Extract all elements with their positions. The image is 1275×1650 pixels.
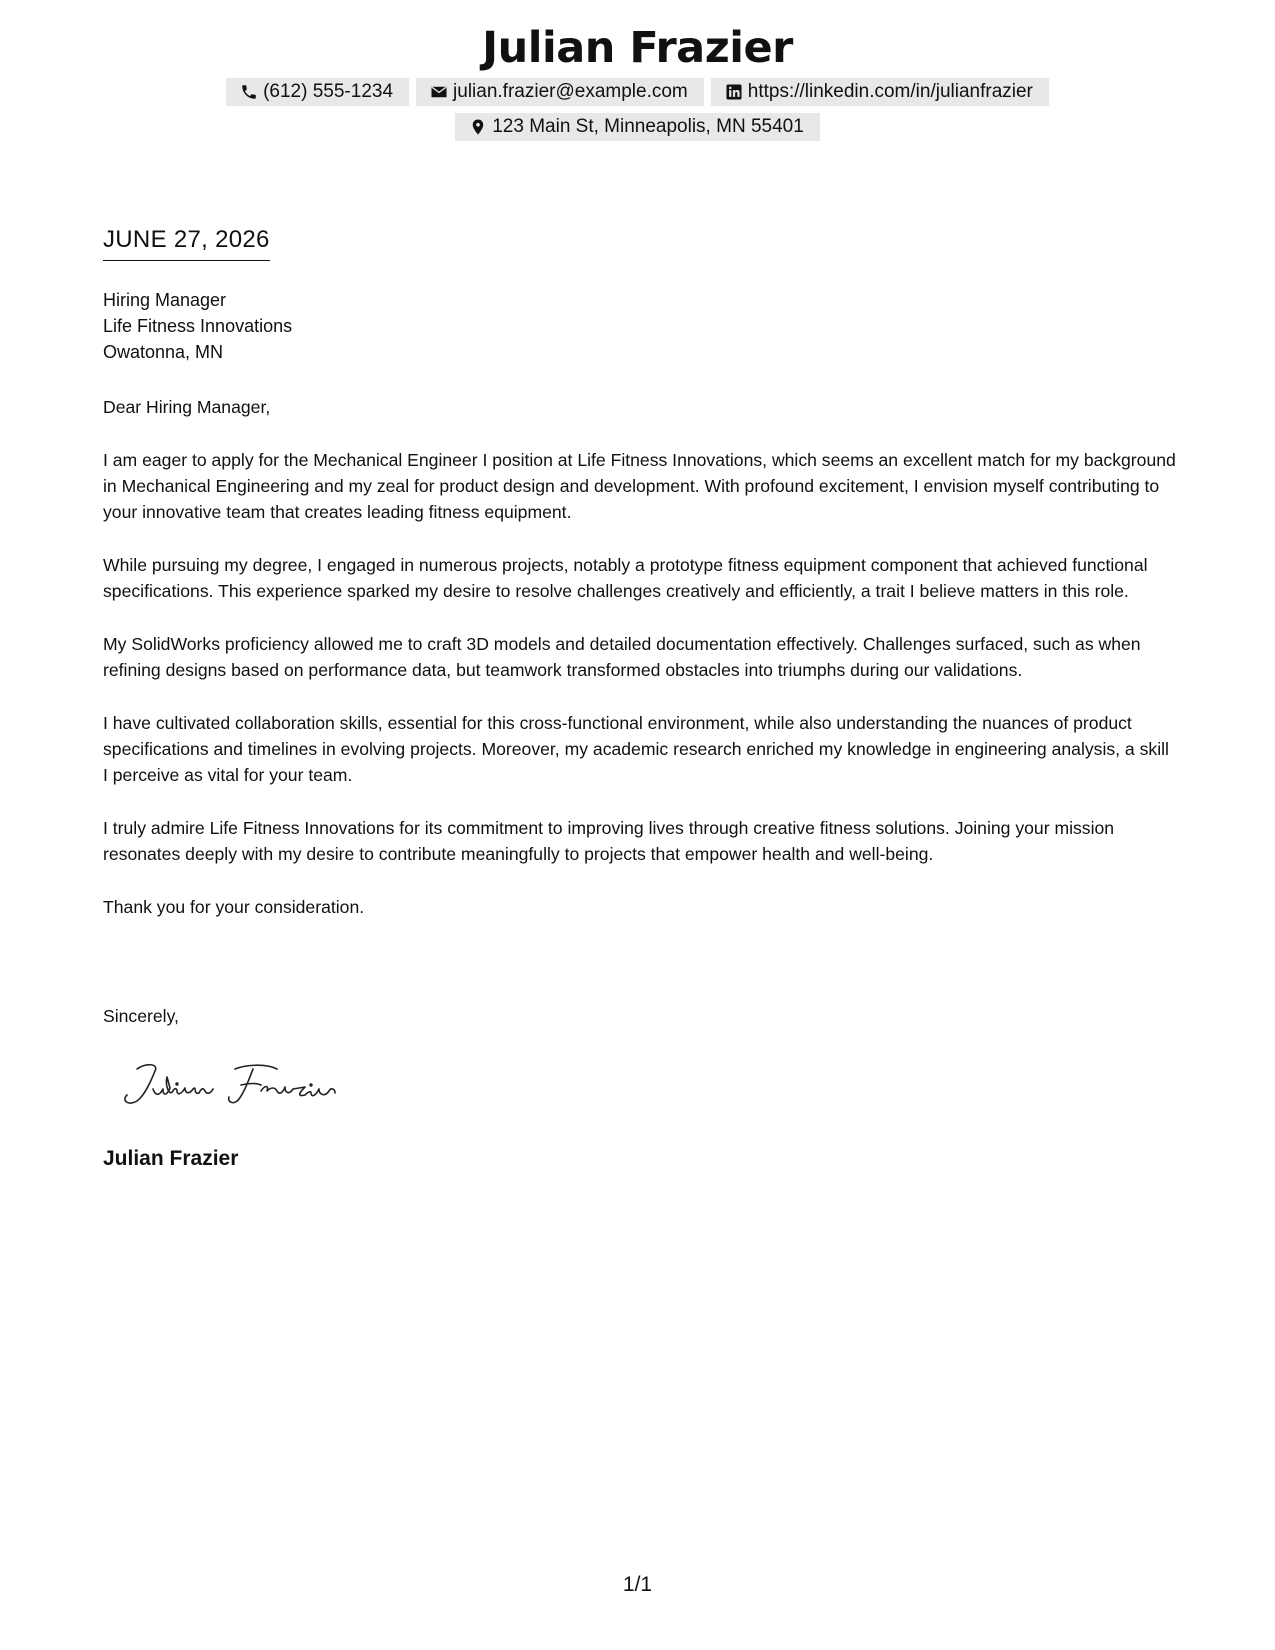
recipient-block	[103, 287, 292, 365]
map-pin-icon	[469, 118, 487, 136]
recipient-location: Owatonna, MN	[103, 342, 224, 362]
closing: Sincerely,	[103, 1006, 179, 1026]
thank-you-line: Thank you for your consideration.	[103, 897, 365, 917]
letter-body	[103, 394, 1178, 947]
envelope-icon	[430, 83, 448, 101]
page-number: 1/1	[622, 1573, 653, 1596]
address-chip	[455, 113, 820, 141]
signer-name: Julian Frazier	[103, 1147, 239, 1170]
contact-row	[0, 78, 1275, 106]
applicant-name: Julian Frazier	[482, 23, 793, 73]
phone-icon	[240, 83, 258, 101]
body-paragraph: My SolidWorks proficiency allowed me to craft 3D models and detailed documentation effectively. Challenges surfaced, such as when refining designs based on performance data, but teamwork transformed obstacles into triumphs during our validations.	[103, 634, 1141, 680]
phone-text: (612) 555-1234	[263, 81, 394, 102]
recipient-company: Life Fitness Innovations	[103, 316, 293, 336]
address-text: 123 Main St, Minneapolis, MN 55401	[492, 116, 804, 137]
email-chip	[416, 78, 704, 106]
recipient-title: Hiring Manager	[103, 290, 227, 310]
salutation: Dear Hiring Manager,	[103, 397, 271, 417]
linkedin-chip	[711, 78, 1049, 106]
handwritten-signature	[115, 1055, 355, 1115]
linkedin-text: https://linkedin.com/in/julianfrazier	[747, 81, 1033, 102]
email-text: julian.frazier@example.com	[453, 81, 688, 102]
linkedin-icon	[725, 83, 743, 101]
phone-chip	[226, 78, 409, 106]
letter-header	[0, 22, 1275, 141]
body-paragraph: I have cultivated collaboration skills, essential for this cross-functional environment, while also understanding the nuances of product specifications and timelines in evolving projects. Moreover, my academic research enriched my knowledge in engineering analysis, a skill I perceive as vital for your team.	[103, 713, 1169, 785]
address-row	[0, 113, 1275, 141]
body-paragraph: I am eager to apply for the Mechanical Engineer I position at Life Fitness Innovations, which seems an excellent match for my background in Mechanical Engineering and my zeal for product design and development. With profound excitement, I envision myself contributing to your innovative team that creates leading fitness equipment.	[103, 450, 1176, 522]
body-paragraph: While pursuing my degree, I engaged in numerous projects, notably a prototype fitness equipment component that achieved functional specifications. This experience sparked my desire to resolve challenges creatively and efficiently, a trait I believe matters in this role.	[103, 555, 1148, 601]
letter-date: JUNE 27, 2026	[103, 226, 270, 261]
body-paragraph: I truly admire Life Fitness Innovations for its commitment to improving lives through creative fitness solutions. Joining your mission resonates deeply with my desire to contribute meaningfully to projects that empower health and well-being.	[103, 818, 1115, 864]
